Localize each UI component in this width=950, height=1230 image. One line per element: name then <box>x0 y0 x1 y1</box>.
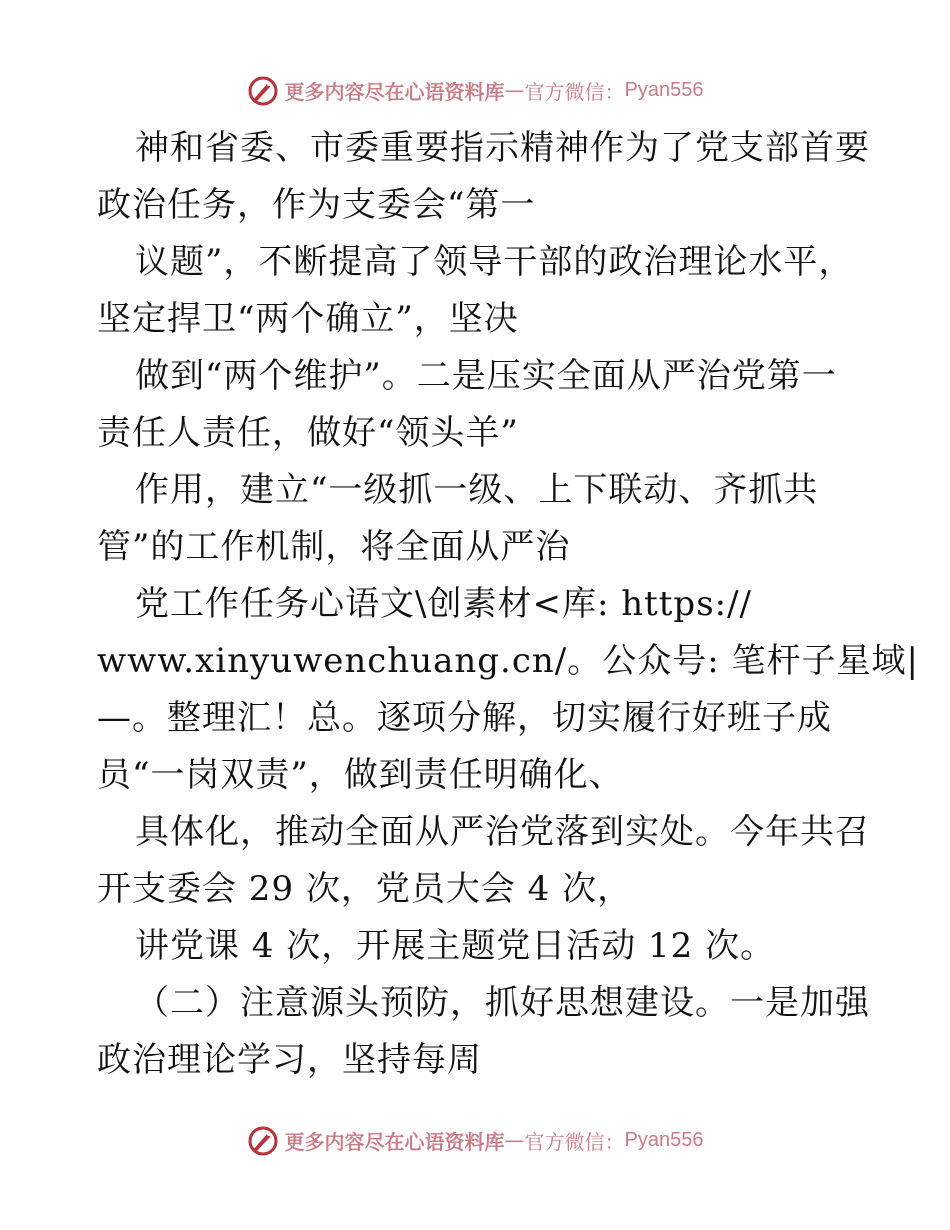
banner-wechat-id: Pyan556 <box>624 1128 704 1151</box>
banner-official-text: 官方微信： <box>524 1129 625 1154</box>
banner-wechat-id: Pyan556 <box>624 78 704 101</box>
body-line: —。整理汇！总。逐项分解，切实履行好班子成 <box>97 698 832 738</box>
header-banner <box>0 70 950 110</box>
pen-logo-icon <box>247 74 279 106</box>
banner-dash: — <box>504 1128 525 1152</box>
footer-banner <box>0 1120 950 1160</box>
banner-brand-text: 更多内容尽在心语资料库 <box>284 1129 505 1154</box>
banner-official-text: 官方微信： <box>524 79 625 104</box>
body-line: 责任人责任，做好“领头羊” <box>97 413 519 453</box>
body-line: 具体化，推动全面从严治党落到实处。今年共召 <box>135 812 870 852</box>
body-line: 做到“两个维护”。二是压实全面从严治党第一 <box>135 356 837 396</box>
banner-dash: — <box>504 78 525 102</box>
pen-logo-icon <box>247 1124 279 1156</box>
body-line: 开支委会 29 次，党员大会 4 次， <box>97 869 633 909</box>
body-line: www.xinyuwenchuang.cn/。公众号: 笔杆子星域| <box>97 641 919 681</box>
body-line: 讲党课 4 次，开展主题党日活动 12 次。 <box>135 926 776 966</box>
body-line: 员“一岗双责”，做到责任明确化、 <box>97 755 624 795</box>
body-line: 神和省委、市委重要指示精神作为了党支部首要 <box>135 128 870 168</box>
body-line: 管”的工作机制，将全面从严治 <box>97 527 571 567</box>
document-body <box>97 120 919 1089</box>
body-line: （二）注意源头预防，抓好思想建设。一是加强 <box>135 983 870 1023</box>
body-line: 政治任务，作为支委会“第一 <box>97 185 536 225</box>
banner-brand-text: 更多内容尽在心语资料库 <box>284 79 505 104</box>
body-line: 坚定捍卫“两个确立”，坚决 <box>97 299 519 339</box>
body-line: 议题”，不断提高了领导干部的政治理论水平， <box>135 242 854 282</box>
body-line: 党工作任务心语文\创素材<库: https:// <box>135 584 753 624</box>
body-line: 作用，建立“一级抓一级、上下联动、齐抓共 <box>135 470 819 510</box>
body-line: 政治理论学习，坚持每周 <box>97 1040 482 1080</box>
